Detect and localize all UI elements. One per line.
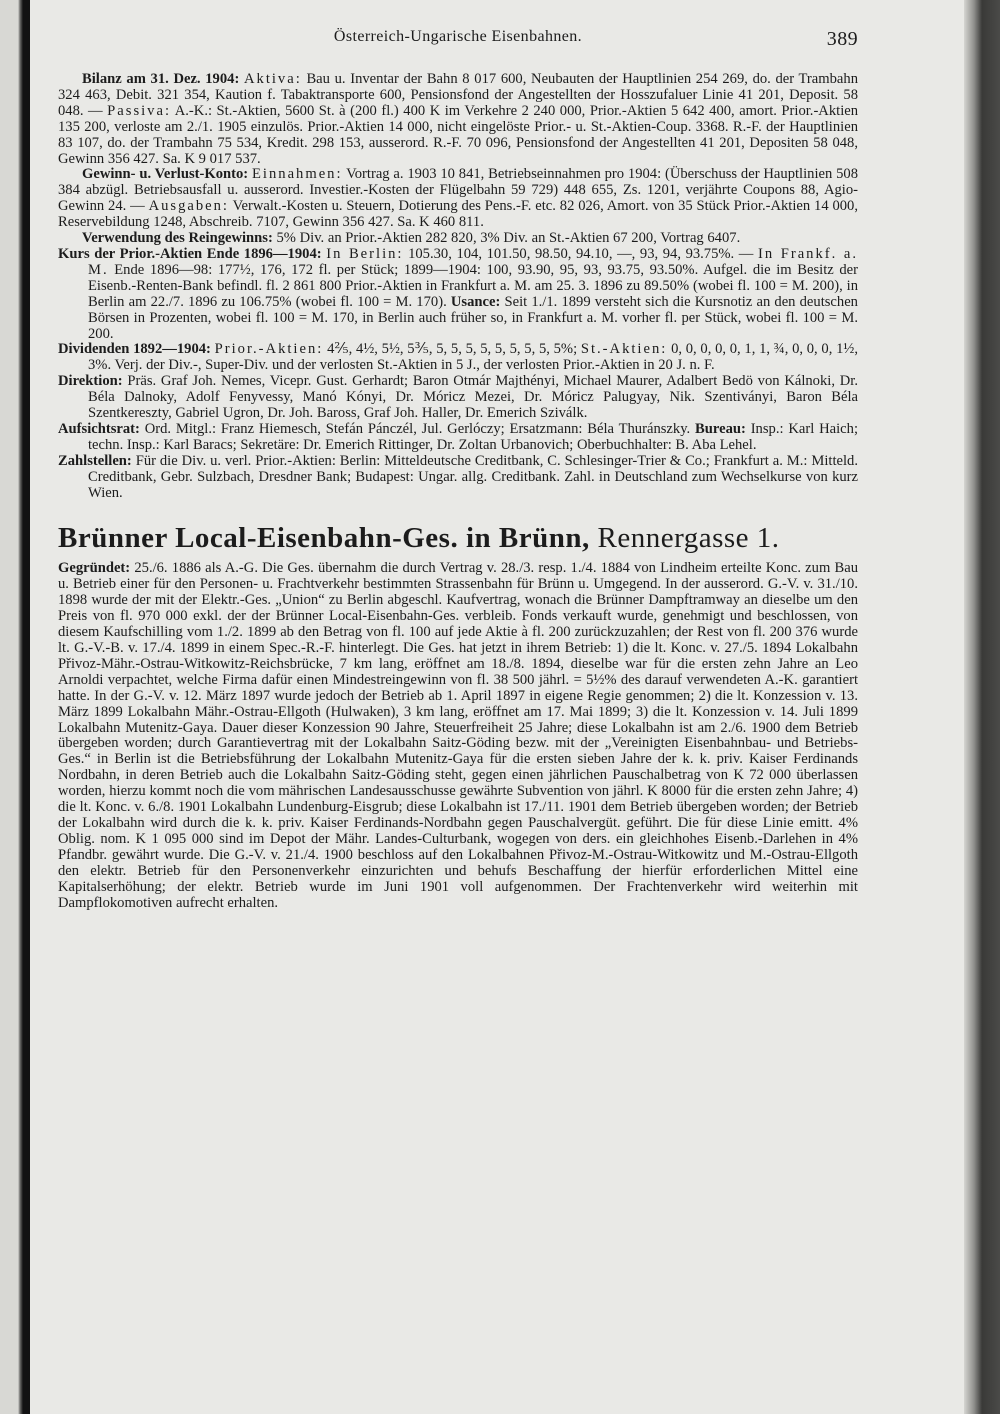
- running-head: [58, 28, 858, 56]
- passiva-text: A.-K.: St.-Aktien, 5600 St. à (200 fl.) 400 K im Verkehre 2 240 000, Prior.-Aktien 5 642 400, amort. Prior.-Aktien 135 200, verloste am 2./1. 1905 einzulös. Prior.-Aktien 14 000, nicht eingelöste Prior.- u. St.-Aktien-Coup. 3368. R.-F. der Hauptlinien 83 107, do. der Trambahn 75 534, Kredit. 298 153, ausserord. R.-F. 70 096, Pensionsfond der Angestellten 41 201, Depositen 58 048, Gewinn 356 427. Sa. K 9 017 537.: [58, 102, 858, 167]
- gegruendet-label: Gegründet:: [58, 560, 131, 577]
- page-number: 389: [826, 28, 858, 50]
- kurs-berlin-text: 105.30, 104, 101.50, 98.50, 94.10, —, 93, 94, 93.75%. —: [408, 245, 754, 262]
- verwendung-paragraph: [58, 231, 858, 247]
- gegruendet-paragraph: [58, 561, 858, 911]
- dividenden-st-label: St.-Aktien:: [580, 341, 668, 358]
- bureau-label: Bureau:: [695, 420, 746, 437]
- zahlstellen-label: Zahlstellen:: [58, 452, 132, 469]
- direktion-label: Direktion:: [58, 373, 123, 390]
- gegruendet-text: 25./6. 1886 als A.-G. Die Ges. übernahm die durch Vertrag v. 28./3. resp. 1./4. 1884 von Lindheim erteilte Konc. zum Bau u. Betrieb einer für den Personen- u. Frachtverkehr bestimmten Strassenbahn für Brünn u. Umgegend. In der ausserord. G.-V. v. 31./10. 1898 wurde der mit der Elektr.-Ges. „Union“ zu Berlin abgeschl. Kaufvertrag, wonach die Brünner Dampftramway an dieselbe um den Preis von fl. 970 000 exkl. der der Brünner Local-Eisenbahn-Ges. verbleib. Fonds verkauft wurde, genehmigt und beschlossen, von diesem Kaufschilling vom 1./2. 1899 ab den Betrag von fl. 100 auf jede Aktie à fl. 200 zurückzuzahlen; der Rest von fl. 200 376 wurde lt. G.-V.-B. v. 17./4. 1899 in einem Spec.-R.-F. hinterlegt. Die Ges. hat jetzt in ihrem Betrieb: 1) die lt. Konc. v. 27./5. 1894 Lokalbahn Přivoz-Mähr.-Ostrau-Witkowitz-Reichsbrücke, 7 km lang, eröffnet am 18./8. 1894, dieselbe war für die ersten zehn Jahre an Leo Arnoldi verpachtet, welche Firma dafür einen Mindestreingewinn von fl. 38 500 jährl. = 5½% des darauf verwendeten A.-K. garantiert hatte. In der G.-V. v. 12. März 1897 wurde jedoch der Betrieb ab 1. April 1897 in eigene Regie genommen; 2) die lt. Konzession v. 13. März 1899 Lokalbahn Mähr.-Ostrau-Ellgoth (Hulwaken), 3 km lang, eröffnet am 17. Mai 1899; 3) die lt. Konzession v. 14. Juli 1899 Lokalbahn Mutenitz-Gaya. Dauer dieser Konzession 90 Jahre, Steuerfreiheit 25 Jahre; diese Lokalbahn ist am 2./6. 1900 dem Betrieb übergeben worden; durch Garantievertrag mit der Lokalbahn Saitz-Göding bezw. mit der „Vereinigten Eisenbahnbau- und Betriebs-Ges.“ in Berlin ist die Betriebsführung der Lokalbahn Mutenitz-Gaya für die ersten sieben Jahre der k. k. priv. Kaiser Ferdinands Nordbahn, in deren Betrieb auch die Lokalbahn Saitz-Göding steht, gegen einen jährlichen Pauschalbetrag von K 72 000 überlassen worden, hierzu kommt noch die vom mährischen Landesausschusse gewährte Subvention von jährl. K 8000 für die ersten zehn Jahre; 4) die lt. Konc. v. 6./8. 1901 Lokalbahn Lundenburg-Eisgrub; diese Lokalbahn ist 17./11. 1901 dem Betrieb übergeben worden; der Betrieb der Lokalbahn wird durch die k. k. priv. Kaiser Ferdinands-Nordbahn gegen Pauschalvergüt. geführt. Die für diese Linie emitt. 4% Oblig. nom. K 1 095 000 sind im Depot der Mähr. Landes-Culturbank, wogegen von ders. ein gleichhohes Eisenb.-Darlehen in 4% Pfandbr. gewährt wurde. Die G.-V. v. 21./4. 1900 beschloss auf den Lokalbahnen Přivoz-M.-Ostrau-Witkowitz und M.-Ostrau-Ellgoth den elektr. Betrieb für den Personenverkehr einzurichten und behufs Beschaffung der hierfür erforderlichen Mittel eine Kapitalserhöhung; der elektr. Betrieb wurde im Juni 1901 voll aufgenommen. Der Frachtenverkehr wird weiterhin mit Dampflokomotiven aufrecht erhalten.: [58, 560, 858, 911]
- company-name: Brünner Local-Eisenbahn-Ges. in Brünn,: [58, 522, 590, 555]
- kurs-frankfurt-label: In Frankf. a. M.: [88, 245, 858, 278]
- einnahmen-label: Einnahmen:: [252, 166, 343, 183]
- aktiva-label: Aktiva:: [243, 71, 302, 87]
- passiva-label: Passiva:: [107, 102, 172, 119]
- aufsichtsrat-label: Aufsichtsrat:: [58, 420, 140, 437]
- direktion-paragraph: [58, 374, 858, 422]
- page-edge-shadow: [964, 0, 1000, 1414]
- kurs-paragraph: [58, 247, 858, 342]
- company-report-section: [58, 72, 858, 501]
- verwendung-label: Verwendung des Reingewinns:: [82, 230, 273, 247]
- company-heading: [58, 521, 858, 555]
- aufsichtsrat-text: Ord. Mitgl.: Franz Hiemesch, Stefán Pánczél, Jul. Gerlóczy; Ersatzmann: Béla Thuránszky.: [144, 420, 691, 437]
- zahlstellen-text: Für die Div. u. verl. Prior.-Aktien: Berlin: Mitteldeutsche Creditbank, C. Schlesinger-Trier & Co.; Frankfurt a. M.: Mitteld. Creditbank, Gebr. Sulzbach, Dresdner Bank; Budapest: Ungar. allg. Creditbank. Zahl. in Deutschland zum Wechselkurse von kurz Wien.: [88, 452, 858, 501]
- bilanz-label: Bilanz am 31. Dez. 1904:: [82, 71, 240, 87]
- kurs-label: Kurs der Prior.-Aktien Ende 1896—1904:: [58, 245, 322, 262]
- dividenden-prior-label: Prior.-Aktien:: [214, 341, 324, 358]
- book-binding-shadow: [0, 0, 30, 1414]
- kurs-berlin-label: In Berlin:: [326, 245, 404, 262]
- zahlstellen-paragraph: [58, 454, 858, 502]
- dividenden-st-text: 0, 0, 0, 0, 0, 1, 1, ¾, 0, 0, 0, 1½, 3%. Verj. der Div.-, Super-Div. und der verlosten St.-Aktien in 5 J., der verlosten Prior.-Aktien in 20 J. n. F.: [88, 341, 858, 374]
- company-founding-section: [58, 561, 858, 911]
- direktion-text: Präs. Graf Joh. Nemes, Vicepr. Gust. Gerhardt; Baron Otmár Majthényi, Michael Maurer, Adalbert Bedö von Kálnoki, Dr. Béla Dalnoky, Adolf Fenyvessy, Manó Kónyi, Dr. Móricz Mezei, Dr. Móricz Palugyay, Nik. Szentiványi, Baron Béla Szentkereszty, Gabriel Ugron, Dr. Joh. Baross, Graf Joh. Haller, Dr. Emerich Sziválk.: [88, 373, 858, 422]
- kurs-frankfurt-text: Ende 1896—98: 177½, 176, 172 fl. per Stück; 1899—1904: 100, 93.90, 95, 93, 93.75, 93.50%. Aufgel. die im Besitz der Eisenb.-Renten-Bank befindl. fl. 2 861 800 Prior.-Aktien in Frankfurt a. M. am 25. 3. 1896 zu 89.50% (wobei fl. 100 = M. 200), in Berlin am 22./7. 1896 zu 106.75% (wobei fl. 100 = M. 170).: [88, 261, 858, 310]
- bureau-text: Insp.: Karl Haich; techn. Insp.: Karl Baracs; Sekretäre: Dr. Emerich Rittinger, Dr. Zoltan Urbanovich; Oberbuchhalter: B. Aba Lehel.: [88, 420, 858, 453]
- running-title: Österreich-Ungarische Eisenbahnen.: [333, 28, 583, 45]
- usance-label: Usance:: [450, 293, 501, 310]
- einnahmen-text: Vortrag a. 1903 10 841, Betriebseinnahmen pro 1904: (Überschuss der Hauptlinien 508 384 abzügl. Betriebsausfall u. ausserord. Investier.-Kosten der Flügelbahn 59 729) 448 655, Zs. 1201, verjährte Coupons 88, Agio-Gewinn 24. —: [58, 166, 858, 215]
- book-page: [58, 28, 858, 1398]
- gewinn-paragraph: [58, 167, 858, 231]
- ausgaben-label: Ausgaben:: [148, 198, 229, 215]
- company-street: Rennergasse 1.: [597, 522, 780, 555]
- aktiva-text: Bau u. Inventar der Bahn 8 017 600, Neubauten der Hauptlinien 254 269, do. der Trambahn 324 463, Debit. 321 354, Kaution f. Tabaktransporte 600, Pensionsfond der Angestellten der Hosszufaluer Linie 41 201, Deposit. 58 048. —: [58, 71, 858, 119]
- dividenden-prior-text: 4⅖, 4½, 5½, 5⅗, 5, 5, 5, 5, 5, 5, 5, 5, 5%;: [327, 341, 578, 358]
- usance-text: Seit 1./1. 1899 versteht sich die Kursnotiz an den deutschen Börsen in Prozenten, wobei fl. 100 = M. 170, in Berlin auch früher so, in Frankfurt a. M. vorher fl. per Stück, wobei fl. 100 = M. 200.: [88, 293, 858, 342]
- bilanz-paragraph: [58, 72, 858, 167]
- gewinn-label: Gewinn- u. Verlust-Konto:: [82, 166, 249, 183]
- aufsichtsrat-paragraph: [58, 422, 858, 454]
- dividenden-label: Dividenden 1892—1904:: [58, 341, 211, 358]
- ausgaben-text: Verwalt.-Kosten u. Steuern, Dotierung des Pens.-F. etc. 82 026, Amort. von 35 Stück Prior.-Aktien 14 000, Reservebildung 1248, Abschreib. 7107, Gewinn 356 427. Sa. K 460 811.: [58, 198, 858, 231]
- verwendung-text: 5% Div. an Prior.-Aktien 282 820, 3% Div. an St.-Aktien 67 200, Vortrag 6407.: [276, 230, 741, 247]
- dividenden-paragraph: [58, 342, 858, 374]
